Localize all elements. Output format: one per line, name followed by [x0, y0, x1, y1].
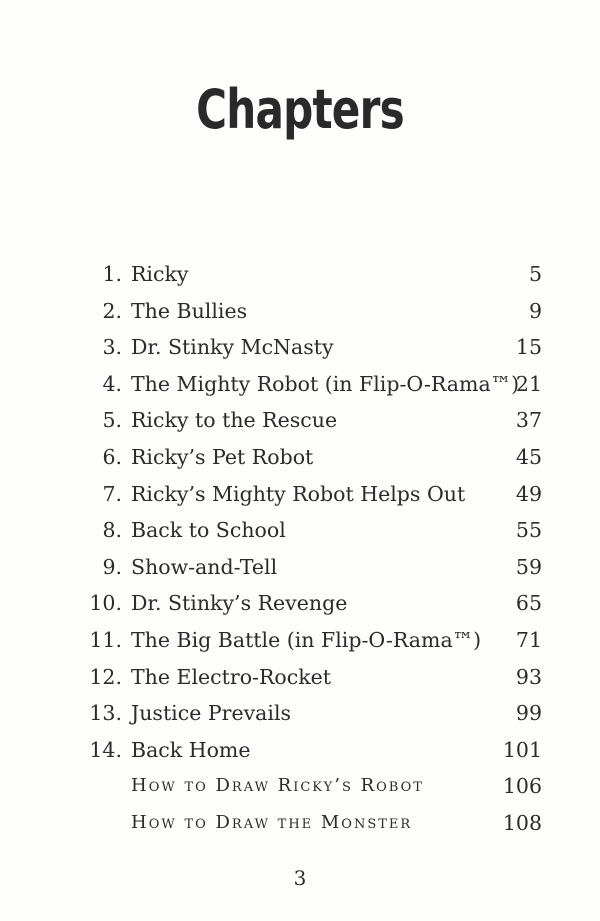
chapter-number: 13.	[89, 701, 122, 726]
toc-entry-12	[0, 659, 600, 696]
toc-entry-3	[0, 329, 600, 366]
toc-extra-1	[0, 768, 600, 805]
chapter-title: Ricky	[131, 262, 189, 286]
toc-entry-9	[0, 549, 600, 586]
chapter-title: The Big Battle (in Flip-O-Rama™)	[131, 627, 482, 652]
chapter-page: 59	[515, 554, 542, 579]
chapter-page: 5	[528, 262, 542, 286]
chapter-title: Back Home	[131, 737, 251, 762]
page-title: Chapters	[196, 78, 404, 141]
chapter-title: Ricky to the Rescue	[131, 408, 338, 433]
toc-entry-6	[0, 439, 600, 476]
chapter-page: 37	[515, 408, 542, 433]
chapter-number: 6.	[102, 444, 122, 469]
chapter-page: 49	[515, 481, 542, 506]
chapter-page: 65	[515, 591, 542, 616]
chapter-number: 1.	[102, 262, 122, 286]
toc-entry-13	[0, 695, 600, 732]
toc-entry-11	[0, 622, 600, 659]
toc-entry-2	[0, 293, 600, 330]
chapter-number: 12.	[89, 664, 122, 689]
chapter-number: 5.	[102, 408, 122, 433]
chapter-title: The Electro-Rocket	[131, 664, 332, 689]
chapter-title: Justice Prevails	[131, 701, 292, 726]
toc-entry-1	[0, 256, 600, 293]
toc-entry-14	[0, 732, 600, 769]
chapter-title: Back to School	[131, 518, 286, 543]
chapter-number: 2.	[102, 298, 122, 323]
extra-title: How to Draw the Monster	[131, 811, 413, 833]
chapter-title: Dr. Stinky’s Revenge	[131, 591, 348, 616]
chapter-number: 4.	[102, 371, 122, 396]
chapter-page: 21	[515, 371, 542, 396]
chapter-page: 15	[515, 335, 542, 360]
chapter-number: 8.	[102, 518, 122, 543]
table-of-contents	[0, 256, 600, 842]
chapter-number: 7.	[102, 481, 122, 506]
chapter-page: 93	[515, 664, 542, 689]
toc-entry-10	[0, 585, 600, 622]
chapter-page: 9	[528, 298, 542, 323]
chapter-page: 55	[515, 518, 542, 543]
chapter-number: 10.	[89, 591, 122, 616]
chapter-number: 14.	[89, 737, 122, 762]
extra-page: 106	[502, 774, 542, 799]
chapter-number: 3.	[102, 335, 122, 360]
chapter-page: 71	[515, 627, 542, 652]
toc-extra-2	[0, 805, 600, 842]
extra-page: 108	[502, 810, 542, 835]
extra-title: How to Draw Ricky’s Robot	[131, 775, 424, 797]
chapter-title: Show-and-Tell	[131, 554, 278, 579]
chapter-page: 101	[502, 737, 542, 762]
toc-entry-7	[0, 476, 600, 513]
chapter-title: Ricky’s Pet Robot	[131, 444, 314, 469]
page-number: 3	[293, 866, 307, 890]
toc-entry-4	[0, 366, 600, 403]
chapter-title: Ricky’s Mighty Robot Helps Out	[131, 481, 466, 506]
chapter-title: The Bullies	[131, 298, 248, 323]
chapter-title: The Mighty Robot (in Flip-O-Rama™)	[131, 371, 520, 396]
chapter-page: 45	[515, 444, 542, 469]
chapter-number: 11.	[89, 627, 122, 652]
chapter-number: 9.	[102, 554, 122, 579]
chapter-title: Dr. Stinky McNasty	[131, 335, 334, 360]
chapter-page: 99	[515, 701, 542, 726]
toc-entry-8	[0, 512, 600, 549]
toc-entry-5	[0, 402, 600, 439]
